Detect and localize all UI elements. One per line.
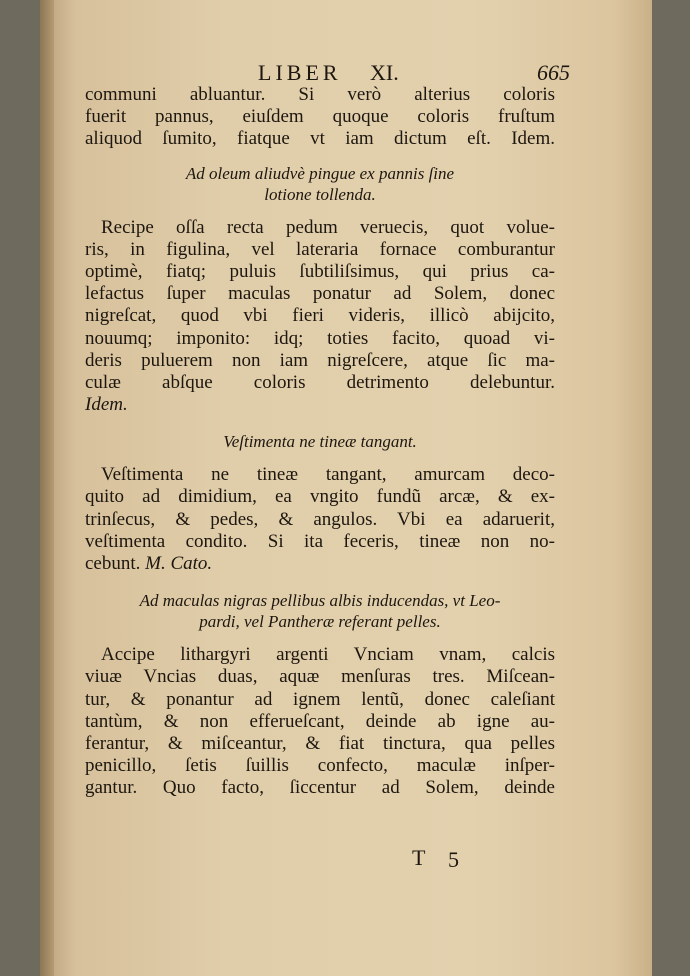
- heading-line: lotione tollenda.: [264, 184, 376, 204]
- heading-line: Ad oleum aliudvè pingue ex pannis ſine: [185, 163, 455, 183]
- signature-number: 5: [448, 847, 459, 872]
- text-line: [85, 553, 555, 575]
- text-line: veſtimenta condito. Si ita feceris, tineæ non no-: [85, 530, 555, 552]
- text-line: Recipe oſſa recta pedum veruecis, quot volue-: [101, 216, 555, 238]
- running-header: [210, 60, 570, 86]
- text-line: gantur. Quo facto, ſiccentur ad Solem, deinde: [85, 777, 555, 799]
- section-heading-maculas: [85, 590, 555, 632]
- text-line: fuerit pannus, eiuſdem quoque coloris fruſtum: [85, 106, 555, 128]
- book-number: XI.: [370, 60, 399, 85]
- paragraph-oleum: [85, 217, 555, 417]
- signature-mark: [412, 845, 532, 873]
- text-line: Veſtimenta ne tineæ tangant, amurcam deco-: [101, 464, 555, 486]
- text-line-end: cebunt.: [85, 553, 141, 574]
- text-line: culæ abſque coloris detrimento delebuntur.: [85, 371, 555, 393]
- text-line: tantùm, & non efferueſcant, deinde ab igne au-: [85, 710, 555, 732]
- paragraph-maculas: [85, 644, 555, 799]
- binding-edge: [40, 0, 54, 976]
- text-line: Accipe lithargyri argenti Vnciam vnam, calcis: [101, 644, 555, 666]
- source-attribution: Idem.: [85, 394, 128, 416]
- text-line: lefactus ſuper maculas ponatur ad Solem, donec: [85, 283, 555, 305]
- text-line: ferantur, & miſceantur, & fiat tinctura, qua pelles: [85, 732, 555, 754]
- paragraph-continued: [85, 84, 555, 151]
- signature-letter: T: [412, 845, 428, 870]
- text-line: communi abluantur. Si verò alterius coloris: [85, 84, 555, 105]
- book-page: [40, 0, 652, 976]
- text-line: optimè, fiatq; puluis ſubtiliſsimus, qui prius ca-: [85, 260, 555, 282]
- text-line: aliquod ſumito, fiatque vt iam dictum eſt. Idem.: [85, 128, 555, 150]
- text-line: ris, in figulina, vel lateraria fornace comburantur: [85, 238, 555, 260]
- text-line: nigreſcat, quod vbi fieri videris, illicò abijcito,: [85, 305, 555, 327]
- text-block: [85, 84, 555, 800]
- text-line: deris puluerem non iam nigreſcere, atque ſic ma-: [85, 349, 555, 371]
- text-line: tur, & ponantur ad ignem lentũ, donec caleſiant: [85, 688, 555, 710]
- text-line: viuæ Vncias duas, aquæ menſuras tres. Miſcean-: [85, 666, 555, 688]
- page-number: 665: [537, 60, 570, 85]
- source-attribution: M. Cato.: [145, 553, 213, 574]
- paragraph-vestimenta: [85, 464, 555, 575]
- running-title: LIBER: [258, 60, 342, 85]
- text-line: nouumq; imponito: idq; toties facito, quoad vi-: [85, 327, 555, 349]
- section-heading-vestimenta: Veſtimenta ne tineæ tangant.: [223, 432, 417, 452]
- text-line: penicillo, ſetis ſuillis confecto, maculæ inſper-: [85, 755, 555, 777]
- heading-line: Ad maculas nigras pellibus albis inducendas, vt Leo-: [139, 591, 501, 611]
- section-heading-oleum: [85, 163, 555, 205]
- text-line: trinſecus, & pedes, & angulos. Vbi ea adaruerit,: [85, 508, 555, 530]
- text-line: quito ad dimidium, ea vngito fundũ arcæ, & ex-: [85, 486, 555, 508]
- heading-line: pardi, vel Pantheræ referant pelles.: [199, 612, 441, 632]
